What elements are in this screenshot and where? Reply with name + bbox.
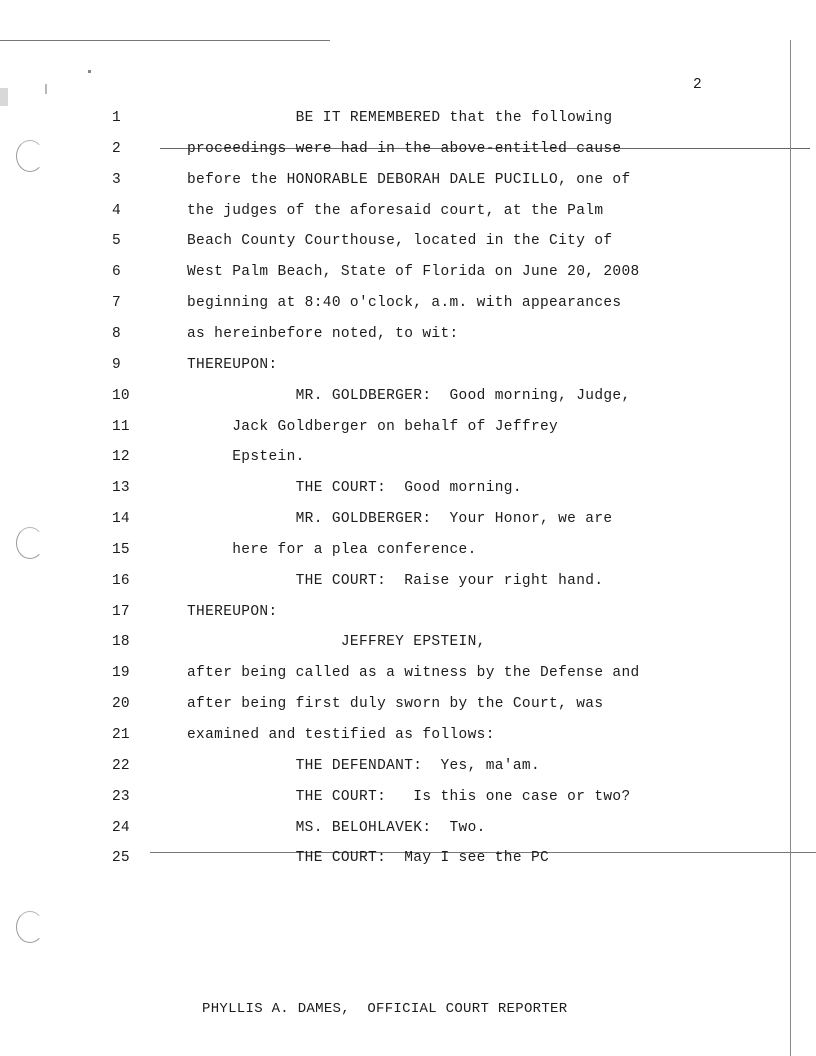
line-number: 4 xyxy=(112,202,121,219)
right-edge-line xyxy=(790,40,791,1056)
punch-hole-bottom xyxy=(16,911,44,943)
line-number: 22 xyxy=(112,757,130,774)
transcript-line-text: examined and testified as follows: xyxy=(187,727,495,743)
transcript-line-text: JEFFREY EPSTEIN, xyxy=(187,634,486,651)
line-number: 25 xyxy=(112,850,130,867)
transcript-line-text: West Palm Beach, State of Florida on June 20, 2008 xyxy=(187,264,640,281)
punch-hole-middle xyxy=(16,527,44,559)
page-number: 2 xyxy=(693,77,702,93)
transcript-line-text: MS. BELOHLAVEK: Two. xyxy=(187,819,486,836)
court-reporter-footer: PHYLLIS A. DAMES, OFFICIAL COURT REPORTER xyxy=(202,1001,568,1017)
line-number: 7 xyxy=(112,295,121,312)
transcript-line-text: the judges of the aforesaid court, at the Palm xyxy=(187,202,604,219)
line-number: 11 xyxy=(112,418,130,435)
transcript-line-text: BE IT REMEMBERED that the following xyxy=(187,110,613,126)
transcript-line-text: THE COURT: Good morning. xyxy=(187,480,522,497)
line-number: 8 xyxy=(112,325,121,342)
transcript-line-text: THEREUPON: xyxy=(187,603,278,620)
line-number: 9 xyxy=(112,356,121,373)
line-number: 23 xyxy=(112,788,130,805)
line-number: 17 xyxy=(112,603,130,620)
line-number: 15 xyxy=(112,541,130,558)
transcript-line-text: THEREUPON: xyxy=(187,356,278,373)
transcript-line-text: as hereinbefore noted, to wit: xyxy=(187,325,459,342)
transcript-line-text: before the HONORABLE DEBORAH DALE PUCILLO, one of xyxy=(187,171,631,188)
transcript-line-text: THE COURT: Is this one case or two? xyxy=(187,788,631,805)
scan-speck xyxy=(88,70,91,73)
line-number: 18 xyxy=(112,634,130,651)
transcript-line-text: proceedings were had in the above-entitled cause xyxy=(187,140,622,157)
transcript-line-text: after being first duly sworn by the Court, was xyxy=(187,696,604,713)
scan-speck xyxy=(0,88,8,106)
line-number: 5 xyxy=(112,233,121,250)
top-scan-line xyxy=(0,40,330,41)
transcript-line-text: THE DEFENDANT: Yes, ma'am. xyxy=(187,757,541,774)
line-number: 12 xyxy=(112,449,130,466)
transcript-line-text: THE COURT: Raise your right hand. xyxy=(187,572,604,589)
line-number: 2 xyxy=(112,140,121,157)
line-number: 6 xyxy=(112,264,121,281)
transcript-line-text: Jack Goldberger on behalf of Jeffrey xyxy=(187,418,559,435)
line-number: 13 xyxy=(112,480,130,497)
line-number: 1 xyxy=(112,110,121,126)
transcript-line-text: after being called as a witness by the Defense and xyxy=(187,665,640,682)
transcript-line-text: THE COURT: May I see the PC xyxy=(187,850,550,867)
line-number: 21 xyxy=(112,727,130,743)
transcript-line-text: MR. GOLDBERGER: Good morning, Judge, xyxy=(187,387,631,404)
line-number: 14 xyxy=(112,511,130,528)
line-number: 20 xyxy=(112,696,130,713)
line-number: 16 xyxy=(112,572,130,589)
transcript-line-text: Beach County Courthouse, located in the City of xyxy=(187,233,613,250)
punch-hole-top xyxy=(16,140,44,172)
transcript-line-text: beginning at 8:40 o'clock, a.m. with appearances xyxy=(187,295,622,312)
scan-speck xyxy=(45,84,47,94)
line-number: 3 xyxy=(112,171,121,188)
line-number: 10 xyxy=(112,387,130,404)
transcript-line-text: here for a plea conference. xyxy=(187,541,477,558)
line-number: 19 xyxy=(112,665,130,682)
transcript-line-text: MR. GOLDBERGER: Your Honor, we are xyxy=(187,511,613,528)
transcript-line-text: Epstein. xyxy=(187,449,305,466)
line-number: 24 xyxy=(112,819,130,836)
